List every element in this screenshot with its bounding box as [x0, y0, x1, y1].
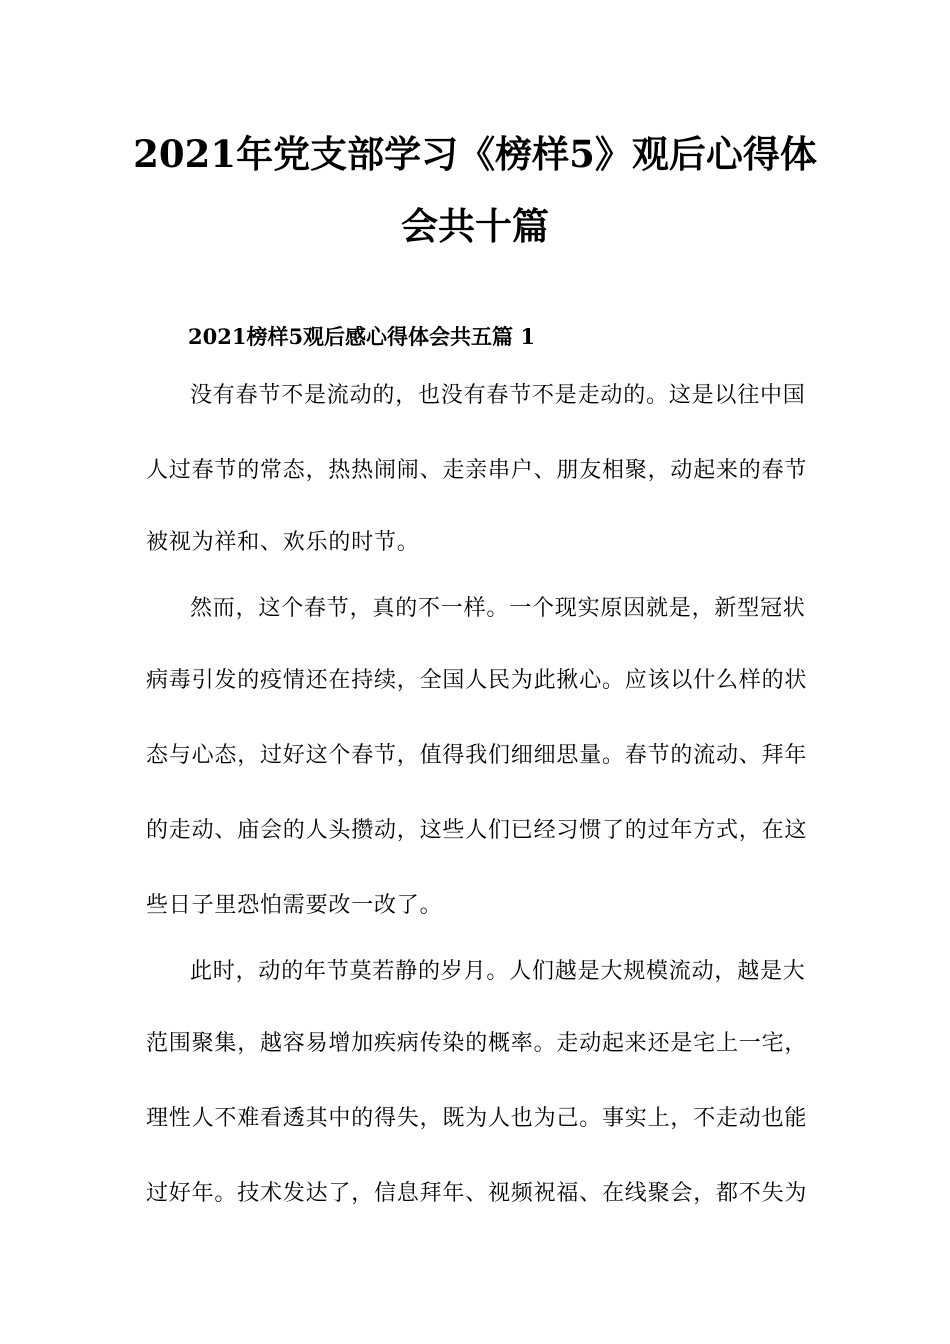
- body-line: 范围聚集，越容易增加疾病传染的概率。走动起来还是宅上一宅，: [146, 1031, 808, 1056]
- body-line: 些日子里恐怕需要改一改了。: [146, 893, 443, 918]
- body-line: 的走动、庙会的人头攒动，这些人们已经习惯了的过年方式，在这: [146, 818, 808, 843]
- body-line: 过好年。技术发达了，信息拜年、视频祝福、在线聚会，都不失为: [146, 1181, 808, 1206]
- body-line: 被视为祥和、欢乐的时节。: [146, 530, 420, 555]
- body-line: 然而，这个春节，真的不一样。一个现实原因就是，新型冠状: [190, 596, 806, 621]
- body-line: 理性人不难看透其中的得失，既为人也为己。事实上，不走动也能: [146, 1106, 808, 1131]
- body-line: 态与心态，过好这个春节，值得我们细细思量。春节的流动、拜年: [146, 743, 808, 768]
- document-title-line-1: 2021年党支部学习《榜样5》观后心得体: [133, 132, 817, 176]
- body-line: 没有春节不是流动的，也没有春节不是走动的。这是以往中国: [190, 383, 806, 408]
- document-title-line-2: 会共十篇: [401, 204, 549, 248]
- body-line: 此时，动的年节莫若静的岁月。人们越是大规模流动，越是大: [190, 959, 806, 984]
- section-heading: 2021榜样5观后感心得体会共五篇 1: [188, 324, 535, 349]
- body-line: 病毒引发的疫情还在持续，全国人民为此揪心。应该以什么样的状: [146, 668, 808, 693]
- body-line: 人过春节的常态，热热闹闹、走亲串户、朋友相聚，动起来的春节: [146, 458, 808, 483]
